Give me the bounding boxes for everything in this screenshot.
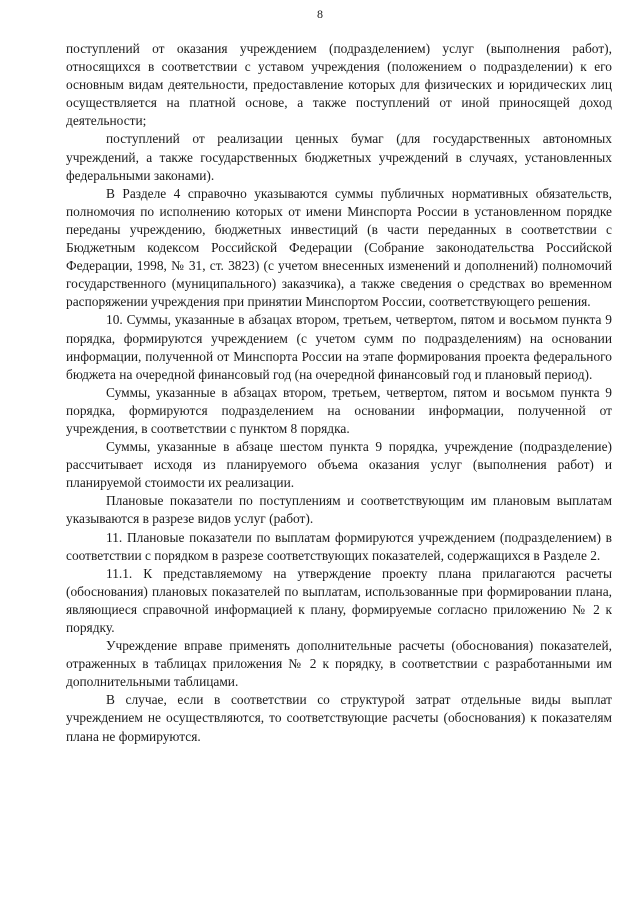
paragraph-section-4: В Разделе 4 справочно указываются суммы публичных нормативных обязательств, полномочия по исполнению которых от имени Минспорта России в установленном порядке переданы учреждению, бюджетных инвестиций (в части переданных в соответствии с Бюджетным кодексом Российской Федерации (Собрание законодательства Российской Федерации, 1998, № 31, ст. 3823) (с учетом внесенных изменений и дополнений) полномочий государственного (муниципального) заказчика), а также сведения о средствах во временном распоряжении учреждения при принятии Минспортом России, соответствующего решения. xyxy=(66,185,612,310)
page-number: 8 xyxy=(317,7,323,21)
paragraph-item-11: 11. Плановые показатели по выплатам формируются учреждением (подразделением) в соответствии с порядком в разрезе соответствующих показателей, содержащихся в Разделе 2. xyxy=(66,529,612,563)
paragraph-item-10-subdivision: Суммы, указанные в абзацах втором, третьем, четвертом, пятом и восьмом пункта 9 порядка, формируются подразделением на основании информации, полученной от учреждения, в соответствии с пунктом 8 порядка. xyxy=(66,384,612,436)
paragraph-item-11-1: 11.1. К представляемому на утверждение проекту плана прилагаются расчеты (обоснования) плановых показателей по выплатам, использованные при формировании плана, являющиеся справочной информацией к плану, формируемые согласно приложению № 2 к порядку. xyxy=(66,565,612,635)
paragraph-additional-calculations: Учреждение вправе применять дополнительные расчеты (обоснования) показателей, отраженных в таблицах приложения № 2 к порядку, в соответствии с разработанными им дополнительными таблицами. xyxy=(66,638,612,690)
paragraph-item-10-sixth-clause: Суммы, указанные в абзаце шестом пункта 9 порядка, учреждение (подразделение) рассчитывает исходя из планируемого объема оказания услуг (выполнения работ) и планируемой стоимости их реализации. xyxy=(66,439,612,491)
paragraph-cost-structure: В случае, если в соответствии со структурой затрат отдельные виды выплат учреждением не осуществляются, то соответствующие расчеты (обоснования) к показателям плана не формируются. xyxy=(66,692,612,744)
document-body xyxy=(66,40,612,746)
paragraph-item-10: 10. Суммы, указанные в абзацах втором, третьем, четвертом, пятом и восьмом пункта 9 порядка, формируются учреждением (с учетом сумм по подразделениям) на основании информации, полученной от Минспорта России на этапе формирования проекта федерального бюджета на очередной финансовый год (на очередной финансовый год и плановый период). xyxy=(66,312,612,382)
paragraph-planned-indicators: Плановые показатели по поступлениям и соответствующим им плановым выплатам указываются в разрезе видов услуг (работ). xyxy=(66,493,612,527)
paragraph-income-services: поступлений от оказания учреждением (подразделением) услуг (выполнения работ), относящихся в соответствии с уставом учреждения (положением о подразделении) к его основным видам деятельности, предоставление которых для физических и юридических лиц осуществляется на платной основе, а также поступлений от иной приносящей доход деятельности; xyxy=(66,41,612,129)
paragraph-income-securities: поступлений от реализации ценных бумаг (для государственных автономных учреждений, а также государственных бюджетных учреждений в случаях, установленных федеральными законами). xyxy=(66,131,612,183)
